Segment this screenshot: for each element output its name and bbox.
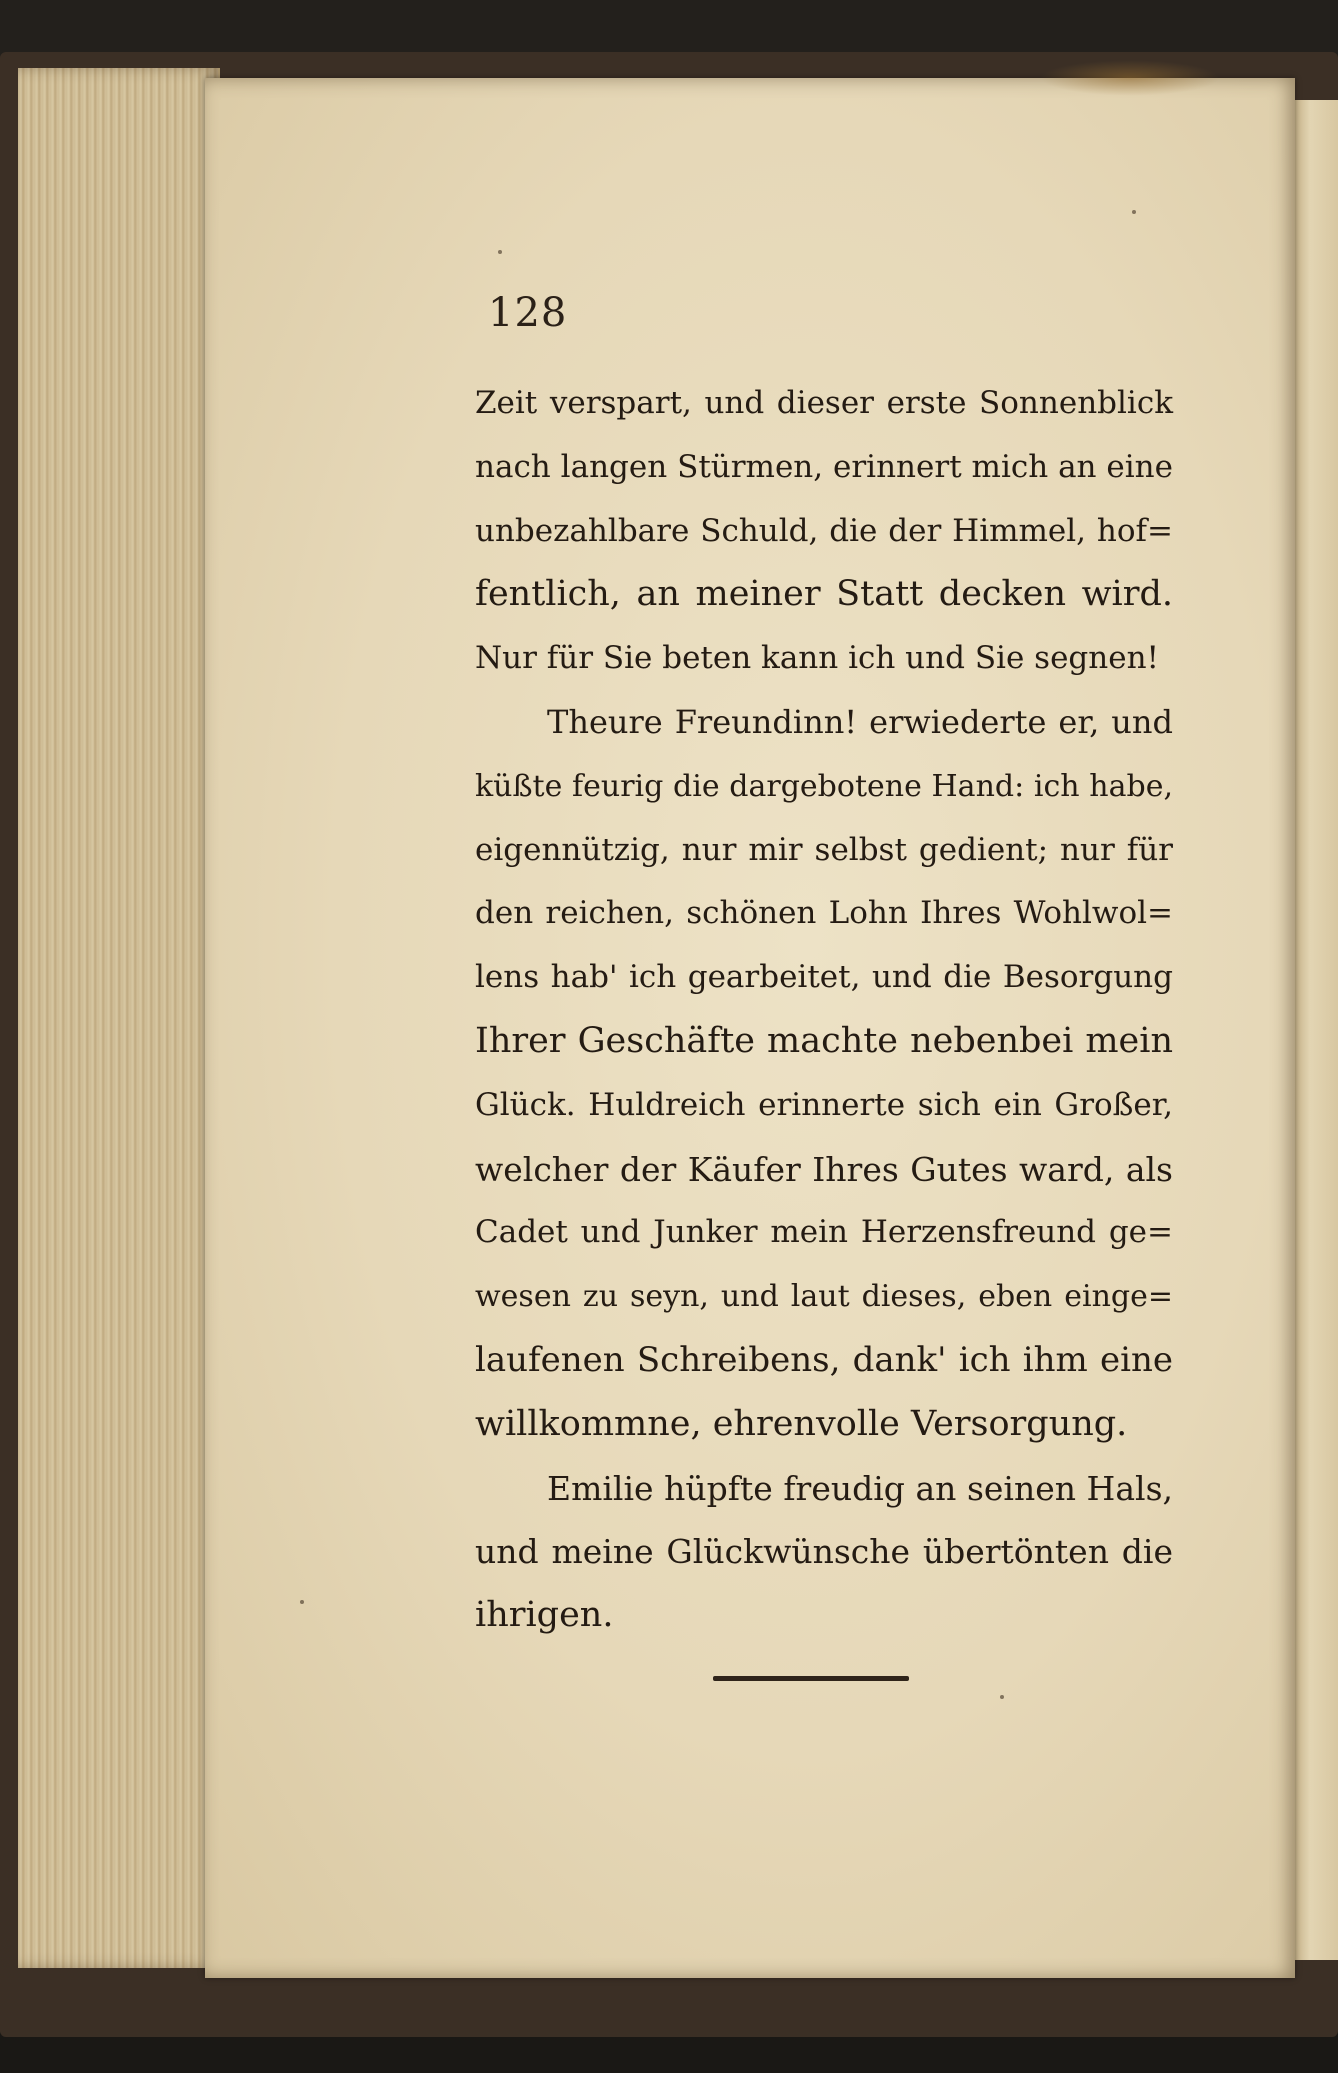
text-line: Zeit verspart, und dieser erste Sonnenblick [475,385,1173,421]
text-line: den reichen, schönen Lohn Ihres Wohlwol= [475,895,1173,932]
paper-speck [498,250,502,254]
text-line: willkommne, ehrenvolle Versorgung. [475,1403,1128,1444]
text-line: eigennützig, nur mir selbst gedient; nur für [475,831,1173,868]
text-line: Glück. Huldreich erinnerte sich ein Großer, [475,1086,1173,1123]
page-stack-edges [18,68,220,1968]
text-line: Cadet und Junker mein Herzensfreund ge= [475,1214,1173,1251]
paper-speck [1132,210,1136,214]
text-line: lens hab' ich gearbeitet, und die Besorgung [475,959,1173,996]
text-line: ihrigen. [475,1595,614,1636]
paper-speck [300,1600,304,1604]
text-line: küßte feurig die dargebotene Hand: ich habe, [475,768,1173,804]
paper-speck [1000,1695,1004,1699]
text-line: unbezahlbare Schuld, die der Himmel, hof= [475,512,1173,549]
section-end-rule [713,1676,909,1681]
text-line: Nur für Sie beten kann ich und Sie segnen! [475,640,1159,677]
body-text [475,372,1173,1648]
text-line: wesen zu seyn, und laut dieses, eben einge= [475,1279,1173,1315]
text-line: Ihrer Geschäfte machte nebenbei mein [475,1020,1173,1061]
text-line: laufenen Schreibens, dank' ich ihm eine [475,1339,1173,1380]
text-line: Emilie hüpfte freudig an seinen Hals, [547,1468,1173,1508]
text-line: welcher der Käufer Ihres Gutes ward, als [475,1149,1173,1189]
text-line: Theure Freundinn! erwiederte er, und [547,702,1173,741]
facing-page-edge [1288,100,1338,1960]
foxing-stain [1040,60,1220,96]
text-line: nach langen Stürmen, erinnert mich an eine [475,448,1173,485]
text-line: fentlich, an meiner Statt decken wird. [475,574,1173,615]
page-number: 128 [488,290,568,336]
text-line: und meine Glückwünsche übertönten die [475,1532,1173,1572]
